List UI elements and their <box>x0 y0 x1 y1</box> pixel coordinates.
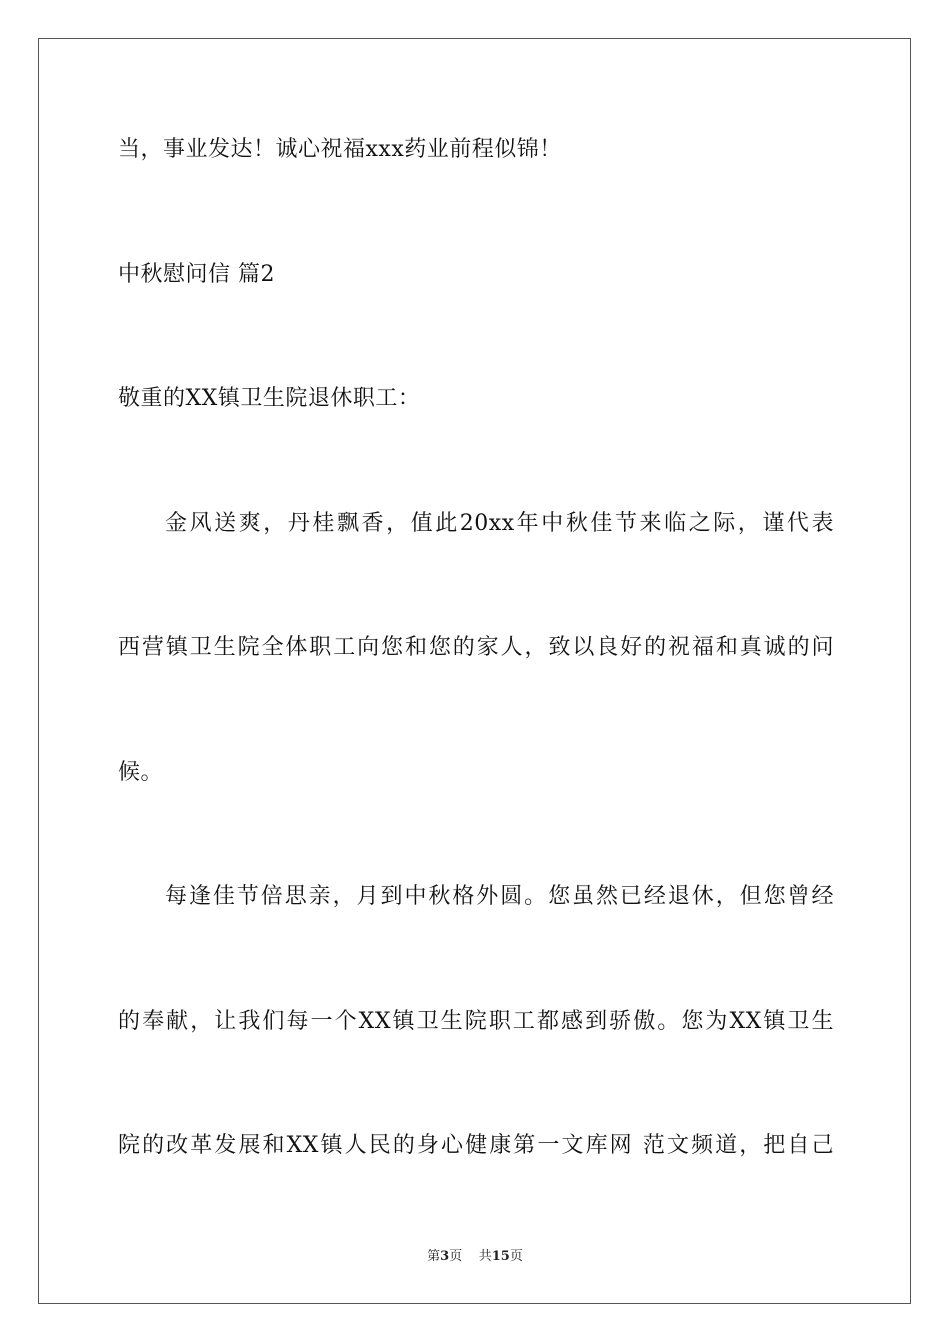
paragraph-line: 当，事业发达！诚心祝福xxx药业前程似锦！ <box>118 137 562 162</box>
page-frame <box>38 38 911 1304</box>
paragraph-line: 金风送爽，丹桂飘香，值此20xx年中秋佳节来临之际，谨代表 <box>165 511 834 536</box>
page-suffix: 页 <box>449 1249 463 1264</box>
section-heading: 中秋慰问信 篇2 <box>118 262 275 287</box>
paragraph-line: 西营镇卫生院全体职工向您和您的家人，致以良好的祝福和真诚的问 <box>118 635 834 660</box>
total-prefix: 共 <box>478 1249 492 1264</box>
paragraph-line: 候。 <box>118 760 164 785</box>
salutation: 敬重的XX镇卫生院退休职工： <box>118 386 421 411</box>
page-prefix: 第 <box>427 1249 441 1264</box>
paragraph-line: 每逢佳节倍思亲，月到中秋格外圆。您虽然已经退休，但您曾经 <box>165 884 834 909</box>
page-total: 15 <box>491 1249 510 1264</box>
total-suffix: 页 <box>509 1249 523 1264</box>
page-number: 3 <box>440 1249 450 1264</box>
paragraph-line: 的奉献，让我们每一个XX镇卫生院职工都感到骄傲。您为XX镇卫生 <box>118 1009 834 1034</box>
paragraph-line: 院的改革发展和XX镇人民的身心健康第一文库网 范文频道，把自己 <box>118 1133 834 1158</box>
page-footer <box>0 1248 950 1266</box>
